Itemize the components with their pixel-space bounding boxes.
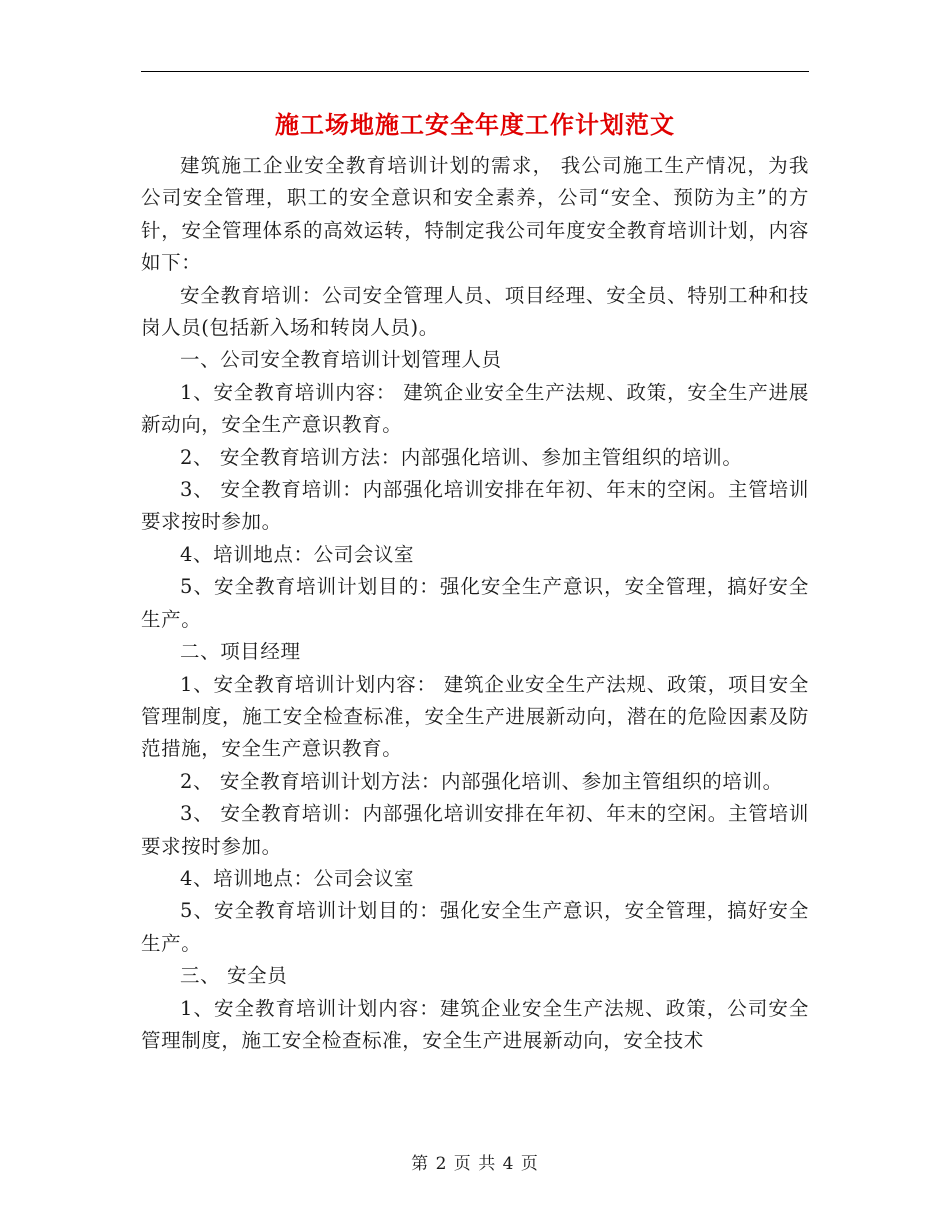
list-item: 4、培训地点：公司会议室 [180, 542, 415, 566]
list-item: 1、安全教育培训计划内容：建筑企业安全生产法规、政策，公司安全管理制度，施工安全检查标准，安全生产进展新动向，安全技术 [141, 996, 809, 1052]
document-title: 施工场地施工安全年度工作计划范文 [275, 110, 675, 139]
paragraph: 建筑施工企业安全教育培训计划的需求， 我公司施工生产情况，为我公司安全管理，职工的安全意识和安全素养，公司“安全、预防为主”的方针，安全管理体系的高效运转，特制定我公司年度安全教育培训计划，内容如下： [141, 154, 809, 275]
document-body [141, 150, 809, 1057]
section-heading: 二、项目经理 [180, 640, 301, 664]
list-item: 3、 安全教育培训：内部强化培训安排在年初、年末的空闲。主管培训要求按时参加。 [141, 802, 809, 858]
list-item: 5、安全教育培训计划目的：强化安全生产意识，安全管理，搞好安全生产。 [141, 575, 809, 631]
section-heading: 一、公司安全教育培训计划管理人员 [180, 348, 502, 372]
list-item: 5、安全教育培训计划目的：强化安全生产意识，安全管理，搞好安全生产。 [141, 899, 809, 955]
page-number: 第 2 页 共 4 页 [411, 1154, 539, 1174]
paragraph: 安全教育培训：公司安全管理人员、项目经理、安全员、特别工种和技岗人员(包括新入场和转岗人员)。 [141, 283, 809, 340]
section-heading: 三、 安全员 [180, 964, 288, 988]
list-item: 3、 安全教育培训：内部强化培训安排在年初、年末的空闲。主管培训要求按时参加。 [141, 478, 809, 534]
header-rule [141, 71, 809, 72]
list-item: 1、安全教育培训计划内容： 建筑企业安全生产法规、政策，项目安全管理制度，施工安全检查标准，安全生产进展新动向，潜在的危险因素及防范措施，安全生产意识教育。 [141, 672, 809, 761]
list-item: 1、安全教育培训内容： 建筑企业安全生产法规、政策，安全生产进展新动向，安全生产意识教育。 [141, 380, 809, 437]
list-item: 2、 安全教育培训方法：内部强化培训、参加主管组织的培训。 [180, 445, 743, 469]
list-item: 4、培训地点：公司会议室 [180, 866, 415, 890]
list-item: 2、 安全教育培训计划方法：内部强化培训、参加主管组织的培训。 [180, 769, 783, 793]
